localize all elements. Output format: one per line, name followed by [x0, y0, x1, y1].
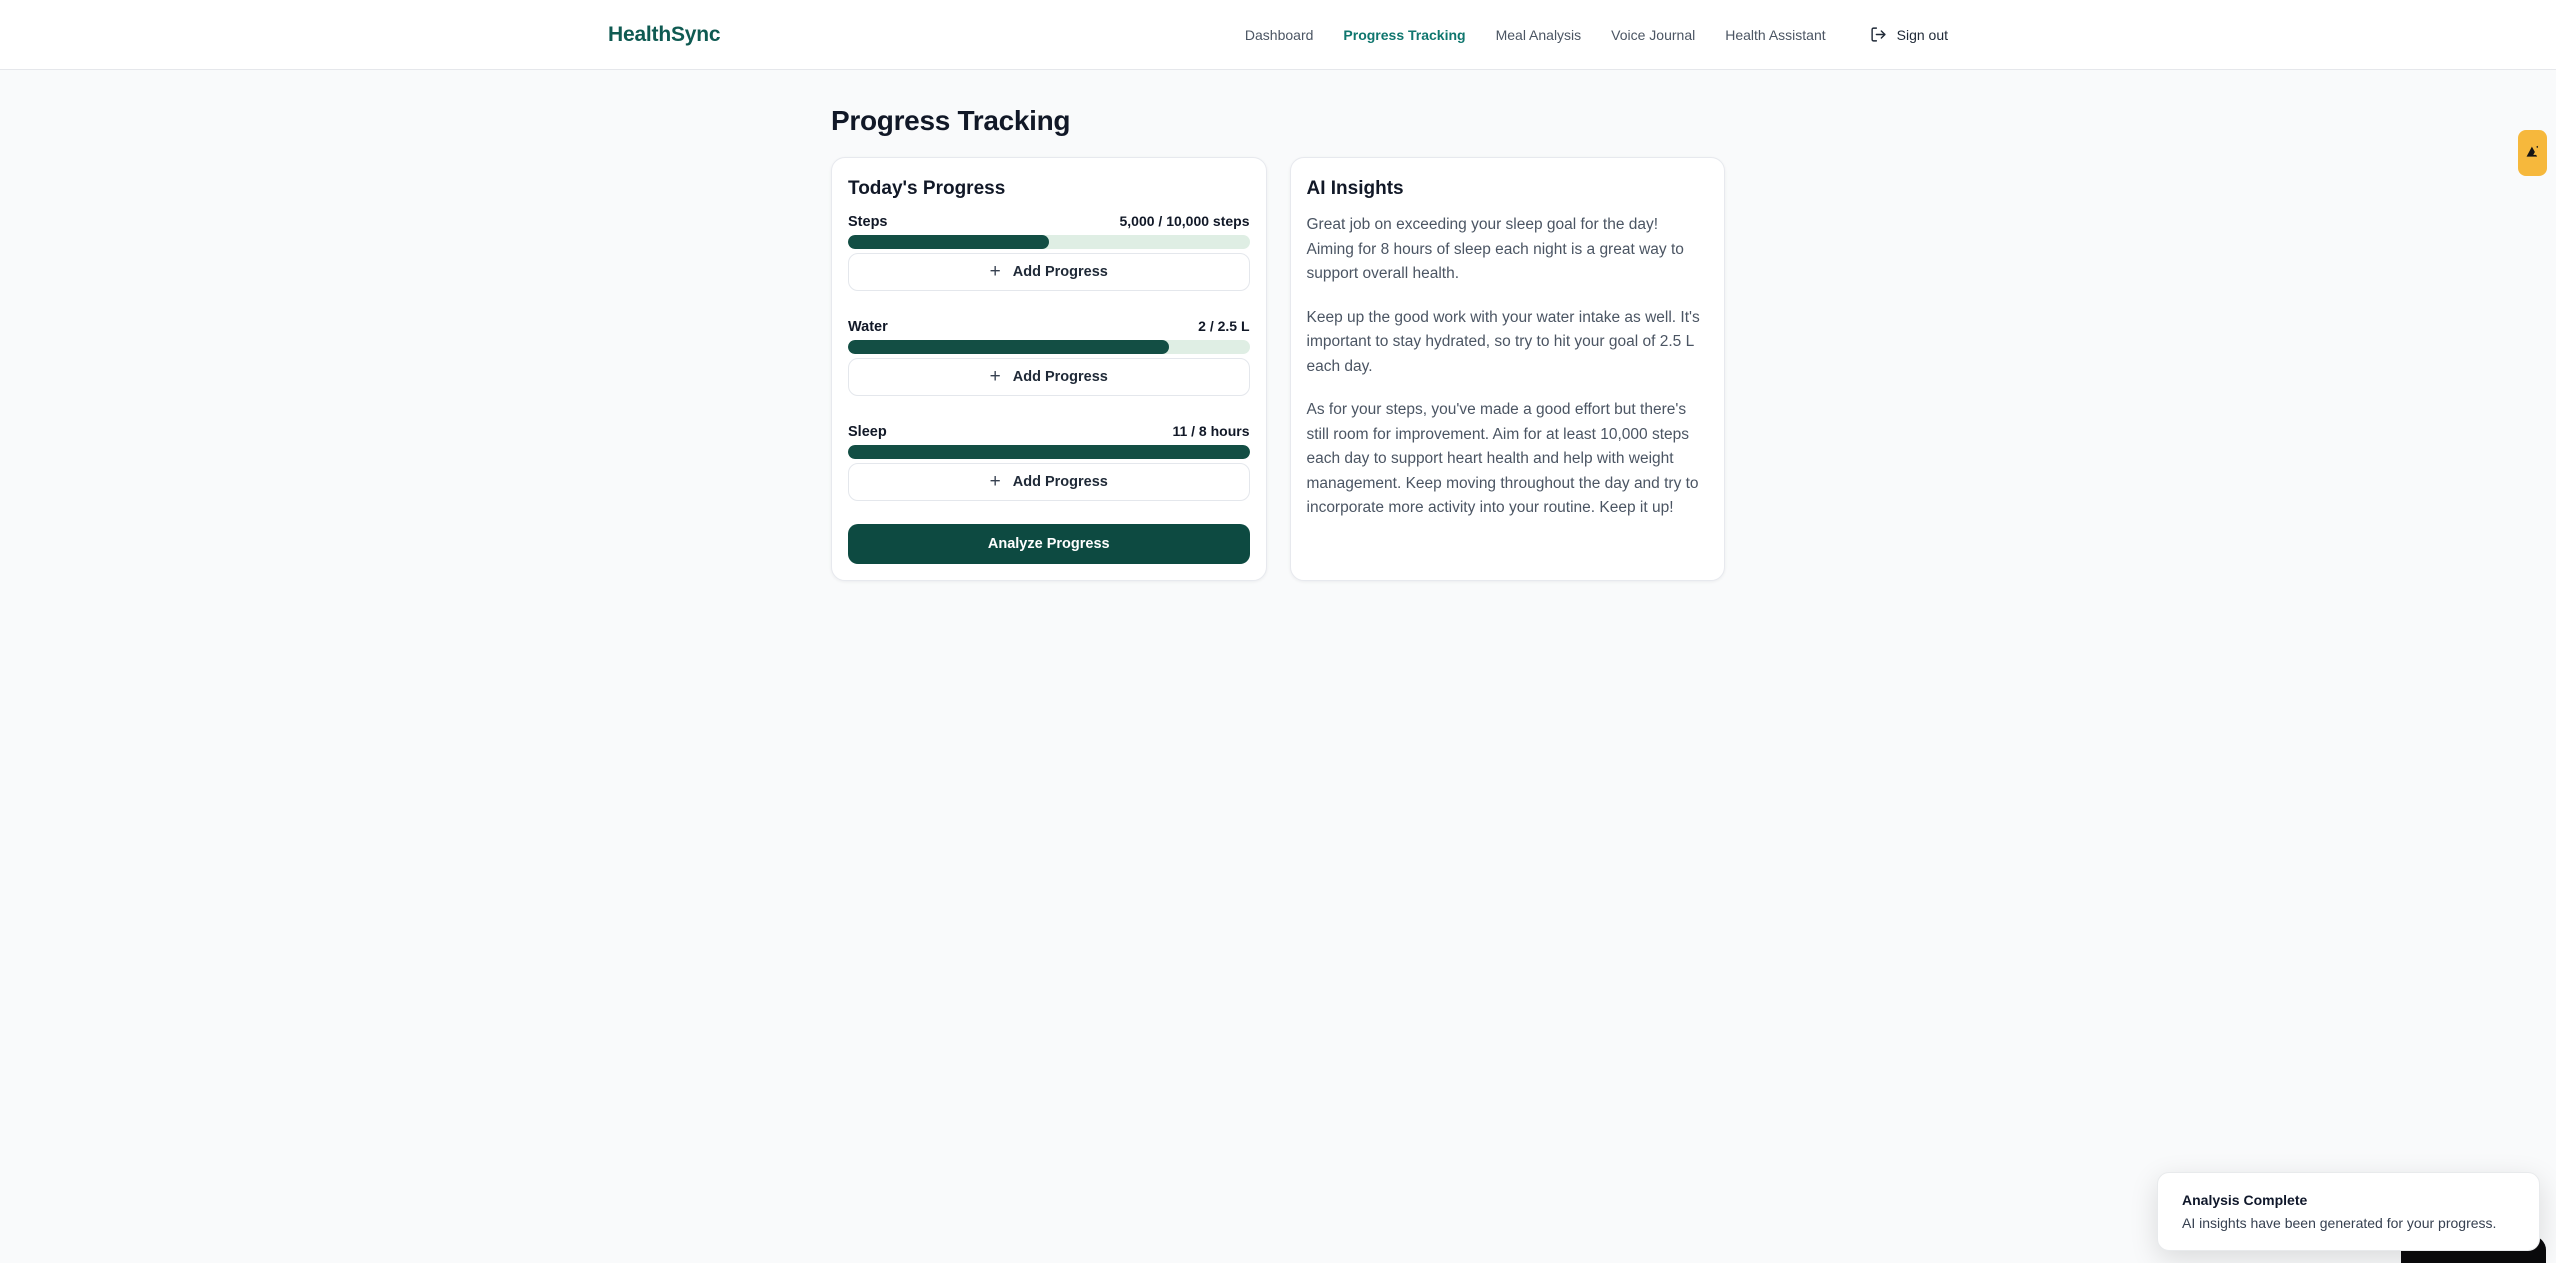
plus-icon: +	[989, 470, 1001, 492]
insight-paragraph-sleep: Great job on exceeding your sleep goal for the day! Aiming for 8 hours of sleep each night is a great way to support overall health.	[1306, 216, 1684, 282]
plus-icon: +	[989, 365, 1001, 387]
insight-paragraph-steps: As for your steps, you've made a good effort but there's still room for improvement. Aim for at least 10,000 steps each day to support heart health and help with weight management. Keep moving throughout the day and try to incorporate more activity into your routine. Keep it up!	[1306, 401, 1699, 516]
nav-item-voice-journal[interactable]: Voice Journal	[1611, 26, 1696, 43]
sleep-progress-bar	[848, 445, 1250, 459]
nav-item-progress-tracking[interactable]: Progress Tracking	[1343, 26, 1466, 43]
water-progress-fill	[848, 340, 1169, 354]
main-nav	[1245, 26, 1948, 43]
sign-out-label: Sign out	[1896, 26, 1948, 43]
insights-card-title: AI Insights	[1306, 178, 1404, 199]
metric-label: Steps	[848, 214, 888, 230]
floating-widget-button[interactable]	[2518, 130, 2547, 176]
metric-value: 2 / 2.5 L	[1198, 318, 1250, 334]
analyze-progress-button[interactable]: Analyze Progress	[848, 524, 1250, 564]
ai-insights-card	[1290, 157, 1726, 581]
toast-notification	[2157, 1172, 2540, 1251]
add-progress-sleep-button[interactable]	[848, 463, 1250, 501]
metric-water	[848, 318, 1250, 396]
toast-message: AI insights have been generated for your progress.	[2182, 1215, 2497, 1231]
add-progress-label: Add Progress	[1012, 264, 1108, 280]
steps-progress-bar	[848, 235, 1250, 249]
nav-item-dashboard[interactable]: Dashboard	[1244, 26, 1314, 43]
add-progress-water-button[interactable]	[848, 358, 1250, 396]
sleep-progress-fill	[848, 445, 1250, 459]
progress-card-title: Today's Progress	[848, 178, 1006, 199]
nav-item-health-assistant[interactable]: Health Assistant	[1725, 26, 1826, 43]
app-header	[0, 0, 2556, 70]
metric-value: 5,000 / 10,000 steps	[1119, 213, 1250, 229]
nav-item-meal-analysis[interactable]: Meal Analysis	[1495, 26, 1582, 43]
sign-out-button[interactable]	[1870, 26, 1948, 43]
brand-logo[interactable]: HealthSync	[608, 22, 721, 46]
steps-progress-fill	[848, 235, 1049, 249]
add-progress-label: Add Progress	[1012, 369, 1108, 385]
main-content	[831, 70, 1725, 581]
metric-label: Water	[848, 319, 888, 335]
metric-label: Sleep	[848, 424, 887, 440]
toast-title: Analysis Complete	[2182, 1192, 2308, 1208]
insight-paragraph-water: Keep up the good work with your water intake as well. It's important to stay hydrated, so try to hit your goal of 2.5 L each day.	[1306, 308, 1700, 375]
plus-icon: +	[989, 260, 1001, 282]
metric-sleep	[848, 423, 1250, 501]
logout-icon	[1870, 26, 1887, 43]
add-progress-steps-button[interactable]	[848, 253, 1250, 291]
water-progress-bar	[848, 340, 1250, 354]
add-progress-label: Add Progress	[1012, 474, 1108, 490]
metric-value: 11 / 8 hours	[1172, 423, 1250, 439]
todays-progress-card	[831, 157, 1267, 581]
metric-steps	[848, 213, 1250, 291]
page-title: Progress Tracking	[831, 105, 1071, 136]
widget-logo-icon	[2524, 143, 2541, 163]
